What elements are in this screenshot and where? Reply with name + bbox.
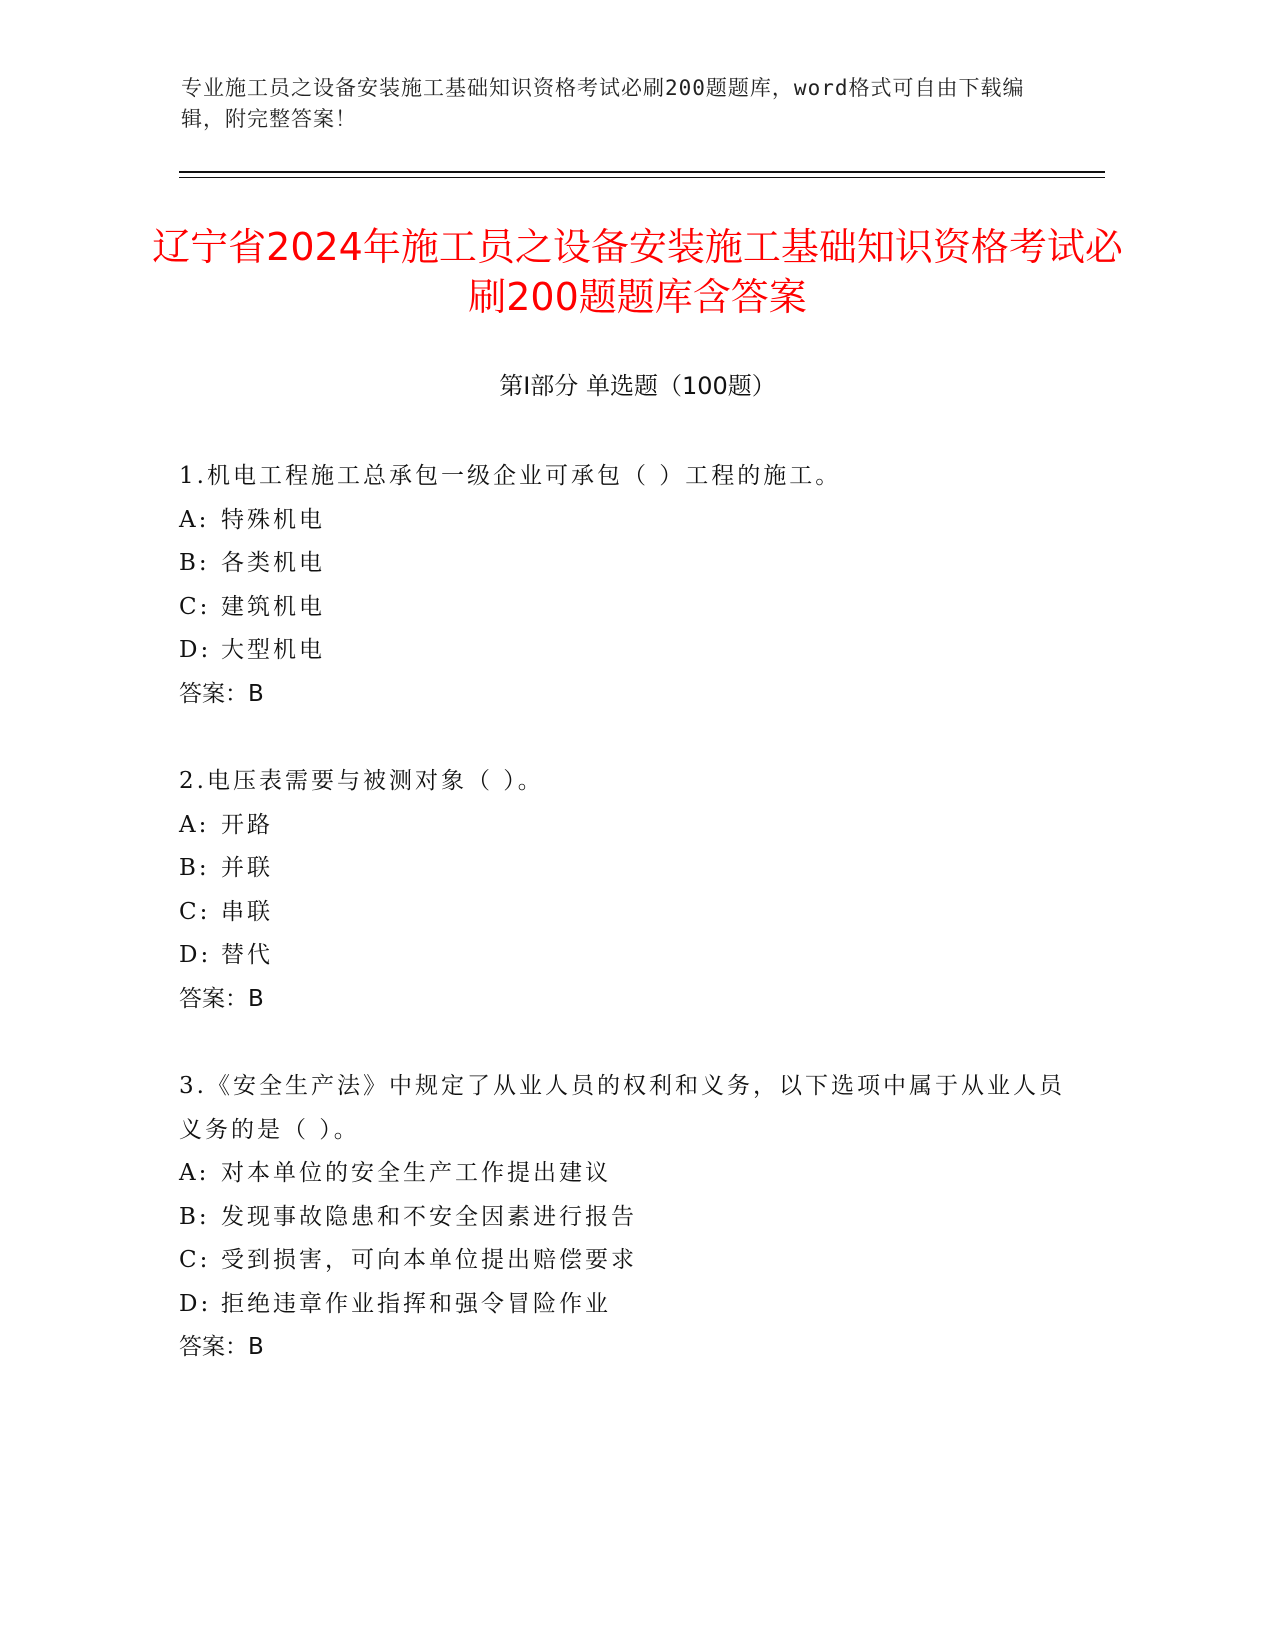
answer-line: 答案：B bbox=[179, 680, 264, 707]
question-stem: 2.电压表需要与被测对象（ ）。 bbox=[179, 768, 544, 794]
option-a bbox=[179, 1152, 1079, 1196]
option-text: 受到损害，可向本单位提出赔偿要求 bbox=[221, 1247, 637, 1273]
question-3 bbox=[179, 1065, 1079, 1370]
document-title: 辽宁省2024年施工员之设备安装施工基础知识资格考试必刷200题题库含答案 bbox=[152, 225, 1123, 319]
question-1 bbox=[179, 455, 1079, 716]
option-b bbox=[179, 1196, 1079, 1240]
option-text: 替代 bbox=[221, 942, 273, 968]
option-text: 对本单位的安全生产工作提出建议 bbox=[221, 1160, 611, 1186]
option-key: C: bbox=[179, 593, 211, 620]
header-rule-thick bbox=[179, 171, 1105, 173]
option-text: 并联 bbox=[221, 855, 273, 881]
option-key: D: bbox=[179, 942, 212, 968]
option-key: B: bbox=[179, 1203, 210, 1230]
header-note: 专业施工员之设备安装施工基础知识资格考试必刷200题题库，word格式可自由下载编辑，附完整答案！ bbox=[181, 76, 1025, 131]
option-key: B: bbox=[179, 550, 210, 576]
option-d bbox=[179, 1283, 1079, 1327]
option-key: A: bbox=[179, 1160, 210, 1186]
option-key: D: bbox=[179, 637, 212, 663]
option-key: C: bbox=[179, 1247, 211, 1273]
option-d bbox=[179, 934, 1079, 978]
option-b bbox=[179, 542, 1079, 586]
option-text: 拒绝违章作业指挥和强令冒险作业 bbox=[221, 1290, 611, 1317]
answer-line: 答案：B bbox=[179, 985, 264, 1012]
option-text: 大型机电 bbox=[221, 637, 325, 663]
option-c bbox=[179, 586, 1079, 630]
option-text: 各类机电 bbox=[221, 550, 325, 576]
question-stem: 1.机电工程施工总承包一级企业可承包（ ）工程的施工。 bbox=[179, 463, 842, 489]
option-c bbox=[179, 891, 1079, 935]
question-list bbox=[179, 455, 1079, 1414]
option-text: 开路 bbox=[221, 811, 273, 838]
option-text: 建筑机电 bbox=[221, 593, 325, 620]
option-d bbox=[179, 629, 1079, 673]
option-text: 特殊机电 bbox=[221, 506, 325, 533]
option-b bbox=[179, 847, 1079, 891]
option-text: 发现事故隐患和不安全因素进行报告 bbox=[221, 1203, 637, 1230]
option-c bbox=[179, 1239, 1079, 1283]
question-stem: 3.《安全生产法》中规定了从业人员的权利和义务，以下选项中属于从业人员义务的是（ ）。 bbox=[179, 1073, 1065, 1143]
option-a bbox=[179, 804, 1079, 848]
option-key: A: bbox=[179, 506, 210, 533]
option-key: C: bbox=[179, 898, 211, 925]
header-rule-thin bbox=[179, 177, 1105, 178]
question-2 bbox=[179, 760, 1079, 1021]
option-key: D: bbox=[179, 1290, 212, 1317]
section-title: 第I部分 单选题（100题） bbox=[499, 372, 776, 400]
option-text: 串联 bbox=[221, 898, 273, 925]
answer-line: 答案：B bbox=[179, 1334, 264, 1360]
option-a bbox=[179, 499, 1079, 543]
option-key: B: bbox=[179, 855, 210, 881]
option-key: A: bbox=[179, 811, 210, 838]
